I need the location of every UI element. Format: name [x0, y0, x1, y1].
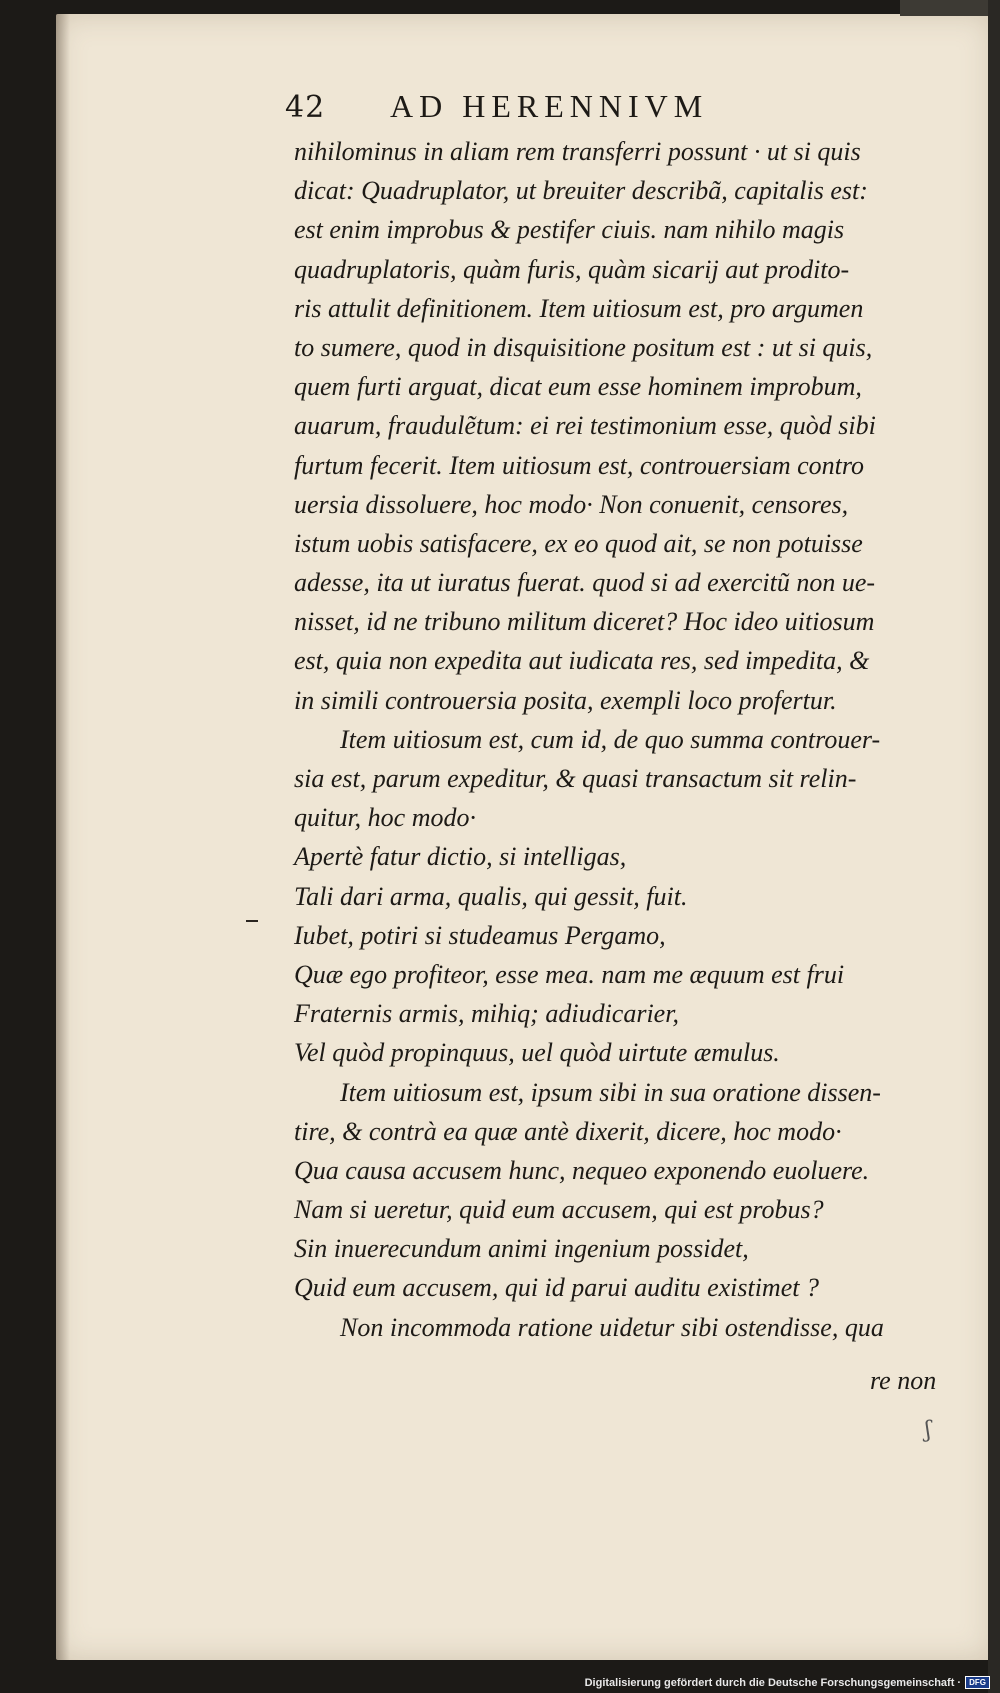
verse-line: Nam si ueretur, quid eum accusem, qui est probus? — [294, 1195, 824, 1225]
verse-line: Sin inuerecundum animi ingenium possidet, — [294, 1234, 749, 1264]
text-line: in simili controuersia posita, exempli loco profertur. — [294, 685, 837, 715]
text-line: uersia dissoluere, hoc modo· Non conuenit, censores, — [294, 489, 849, 519]
text-line: quadruplatoris, quàm furis, quàm sicarij aut prodito- — [294, 254, 850, 284]
binding-edge — [900, 0, 1000, 16]
text-line: est, quia non expedita aut iudicata res, sed impedita, & — [294, 646, 870, 676]
verse-line: Apertè fatur dictio, si intelligas, — [294, 842, 627, 872]
text-line: furtum fecerit. Item uitiosum est, controuersiam contro — [294, 450, 865, 480]
text-line: ris attulit definitionem. Item uitiosum est, pro argumen — [294, 293, 864, 323]
margin-mark — [246, 920, 258, 922]
page-number: 42 — [285, 90, 326, 125]
text-line: quitur, hoc modo· — [294, 803, 476, 833]
text-line: auarum, fraudulẽtum: ei rei testimonium esse, quòd sibi — [294, 411, 876, 441]
page-edge — [988, 0, 1000, 1693]
catchword: re non — [870, 1366, 937, 1395]
text-line: quem furti arguat, dicat eum esse hominem improbum, — [294, 372, 862, 402]
page-gutter-shadow — [56, 14, 70, 1660]
digitization-credit — [585, 1676, 990, 1689]
verse-line: Quid eum accusem, qui id parui auditu existimet ? — [294, 1273, 819, 1303]
verse-line: Fraternis armis, mihiq; adiudicarier, — [294, 999, 679, 1029]
text-line: nisset, id ne tribuno militum diceret? Hoc ideo uitiosum — [294, 607, 875, 637]
text-line: dicat: Quadruplator, ut breuiter describã, capitalis est: — [294, 176, 868, 206]
text-line: istum uobis satisfacere, ex eo quod ait, se non potuisse — [294, 528, 863, 558]
verse-line: Qua causa accusem hunc, nequeo exponendo euoluere. — [294, 1155, 870, 1185]
text-line: Item uitiosum est, cum id, de quo summa controuer- — [340, 724, 881, 754]
verse-line: Vel quòd propinquus, uel quòd uirtute æmulus. — [294, 1038, 780, 1068]
text-line: to sumere, quod in disquisitione positum est : ut si quis, — [294, 332, 873, 362]
text-line: nihilominus in aliam rem transferri possunt · ut si quis — [294, 137, 861, 166]
text-line: sia est, parum expeditur, & quasi transactum sit relin- — [294, 764, 857, 793]
text-line: adesse, ita ut iuratus fuerat. quod si ad exercitũ non ue- — [294, 568, 876, 598]
body-text — [294, 132, 954, 1347]
dfg-logo: DFG — [965, 1676, 990, 1689]
ink-mark: ʃ — [925, 1418, 931, 1443]
verse-line: Quæ ego profiteor, esse mea. nam me æquum est frui — [294, 959, 845, 989]
running-title: AD HERENNIVM — [390, 88, 709, 124]
verse-line: Tali dari arma, qualis, qui gessit, fuit. — [294, 881, 688, 911]
verse-line: Iubet, potiri si studeamus Pergamo, — [294, 920, 666, 950]
text-line: Item uitiosum est, ipsum sibi in sua oratione dissen- — [340, 1077, 881, 1107]
text-line: est enim improbus & pestifer ciuis. nam nihilo magis — [294, 215, 845, 245]
text-line: tire, & contrà ea quæ antè dixerit, dicere, hoc modo· — [294, 1116, 842, 1146]
text-line: Non incommoda ratione uidetur sibi ostendisse, qua — [340, 1312, 884, 1342]
credit-text: Digitalisierung gefördert durch die Deutsche Forschungsgemeinschaft · — [584, 1676, 962, 1689]
